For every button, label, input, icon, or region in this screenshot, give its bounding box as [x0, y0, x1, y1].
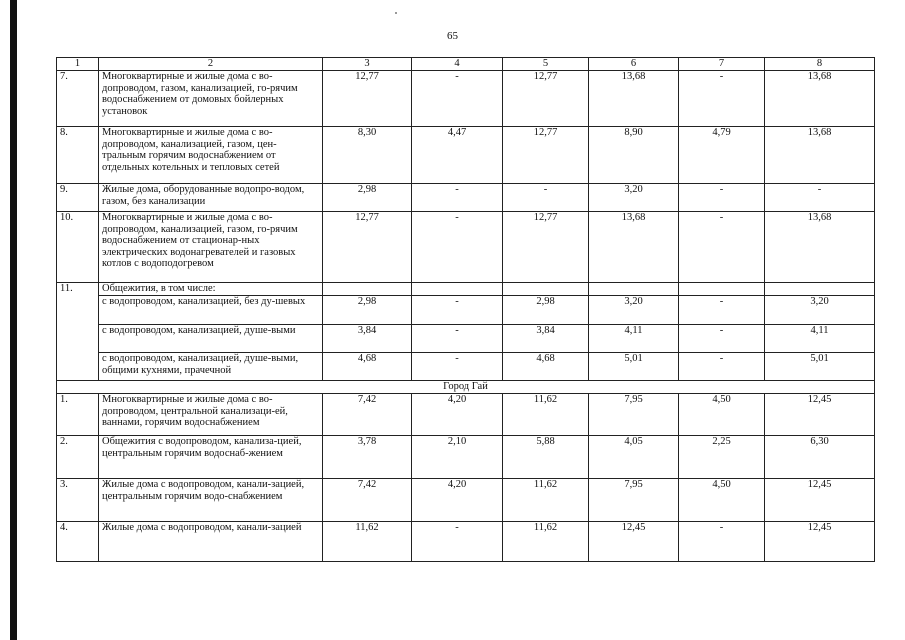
column-header: 1	[57, 58, 99, 71]
value-cell: 12,45	[589, 522, 679, 562]
value-cell: 4,68	[503, 353, 589, 381]
value-cell: 2,98	[323, 296, 412, 325]
value-cell: 2,10	[412, 436, 503, 479]
column-header: 7	[679, 58, 765, 71]
table-row	[57, 436, 875, 479]
value-cell: 4,11	[765, 325, 875, 353]
value-cell: -	[412, 296, 503, 325]
value-cell: 12,77	[323, 71, 412, 127]
row-description: с водопроводом, канализацией, без ду-шевых	[99, 296, 323, 325]
row-description: Общежития с водопроводом, канализа-цией, центральным горячим водоснаб-жением	[99, 436, 323, 479]
value-cell	[503, 283, 589, 296]
row-number: 2.	[57, 436, 99, 479]
value-cell: 4,11	[589, 325, 679, 353]
value-cell: -	[679, 184, 765, 212]
value-cell: 3,84	[503, 325, 589, 353]
value-cell: 3,20	[765, 296, 875, 325]
value-cell: 4,68	[323, 353, 412, 381]
row-description: Многоквартирные и жилые дома с во-допроводом, канализацией, газом, цен-тральным горячим водоснабжением от отдельных котельных и тепловых сетей	[99, 127, 323, 184]
value-cell: 5,01	[589, 353, 679, 381]
row-description: Жилые дома с водопроводом, канали-зацией, центральным горячим водо-снабжением	[99, 479, 323, 522]
row-number: 9.	[57, 184, 99, 212]
value-cell: 3,20	[589, 184, 679, 212]
value-cell: 2,98	[503, 296, 589, 325]
value-cell: 8,30	[323, 127, 412, 184]
value-cell: -	[412, 353, 503, 381]
value-cell: 13,68	[589, 212, 679, 283]
value-cell: 3,78	[323, 436, 412, 479]
value-cell: 12,45	[765, 522, 875, 562]
value-cell: -	[679, 212, 765, 283]
row-description: с водопроводом, канализацией, душе-выми, общими кухнями, прачечной	[99, 353, 323, 381]
column-header: 5	[503, 58, 589, 71]
value-cell: -	[412, 71, 503, 127]
row-description: Общежития, в том числе:	[99, 283, 323, 296]
value-cell: 6,30	[765, 436, 875, 479]
table-row-group-header	[57, 283, 875, 296]
table-row	[57, 325, 875, 353]
value-cell: 2,25	[679, 436, 765, 479]
column-number-row	[57, 58, 875, 71]
section-title: Город Гай	[57, 381, 875, 394]
value-cell: 4,20	[412, 479, 503, 522]
row-description: Многоквартирные и жилые дома с во-допроводом, канализацией, газом, го-рячим водоснабжением от стационар-ных электрических водонагревателей и газовых котлов с водоподогревом	[99, 212, 323, 283]
value-cell: 12,77	[323, 212, 412, 283]
row-number: 3.	[57, 479, 99, 522]
value-cell: 12,77	[503, 71, 589, 127]
scan-speck	[395, 12, 397, 14]
table-row	[57, 71, 875, 127]
value-cell: -	[412, 325, 503, 353]
table-row	[57, 127, 875, 184]
row-number: 10.	[57, 212, 99, 283]
value-cell: 3,84	[323, 325, 412, 353]
value-cell: 11,62	[323, 522, 412, 562]
value-cell: 11,62	[503, 522, 589, 562]
column-header: 3	[323, 58, 412, 71]
value-cell	[323, 283, 412, 296]
row-description: Жилые дома, оборудованные водопро-водом, газом, без канализации	[99, 184, 323, 212]
tariff-table	[56, 57, 875, 562]
row-number: 7.	[57, 71, 99, 127]
value-cell: 4,50	[679, 394, 765, 436]
value-cell: 4,79	[679, 127, 765, 184]
column-header: 6	[589, 58, 679, 71]
value-cell: 7,95	[589, 479, 679, 522]
value-cell: -	[679, 325, 765, 353]
value-cell: 4,47	[412, 127, 503, 184]
value-cell: 7,42	[323, 394, 412, 436]
value-cell: -	[503, 184, 589, 212]
table-row	[57, 479, 875, 522]
scan-edge-bar	[10, 0, 17, 640]
value-cell: 12,45	[765, 479, 875, 522]
value-cell: -	[412, 212, 503, 283]
table-row	[57, 522, 875, 562]
value-cell: -	[765, 184, 875, 212]
value-cell: 11,62	[503, 479, 589, 522]
table-row	[57, 296, 875, 325]
value-cell: -	[412, 184, 503, 212]
row-number: 1.	[57, 394, 99, 436]
value-cell: 13,68	[765, 71, 875, 127]
value-cell: -	[679, 296, 765, 325]
value-cell: 13,68	[589, 71, 679, 127]
value-cell: 4,05	[589, 436, 679, 479]
value-cell: 4,20	[412, 394, 503, 436]
value-cell: 8,90	[589, 127, 679, 184]
row-description: Многоквартирные и жилые дома с во-допроводом, центральной канализаци-ей, ваннами, горячим водоснабжением	[99, 394, 323, 436]
table-row	[57, 353, 875, 381]
value-cell	[765, 283, 875, 296]
value-cell: 2,98	[323, 184, 412, 212]
value-cell	[589, 283, 679, 296]
row-description: Многоквартирные и жилые дома с во-допроводом, газом, канализацией, го-рячим водоснабжением от домовых бойлерных установок	[99, 71, 323, 127]
value-cell: 13,68	[765, 127, 875, 184]
value-cell: 13,68	[765, 212, 875, 283]
value-cell: 7,42	[323, 479, 412, 522]
section-heading-row	[57, 381, 875, 394]
value-cell: -	[679, 522, 765, 562]
value-cell: 7,95	[589, 394, 679, 436]
row-number: 11.	[57, 283, 99, 381]
value-cell: 11,62	[503, 394, 589, 436]
table-row	[57, 184, 875, 212]
row-number: 8.	[57, 127, 99, 184]
row-description: Жилые дома с водопроводом, канали-зацией	[99, 522, 323, 562]
table-row	[57, 212, 875, 283]
row-number: 4.	[57, 522, 99, 562]
column-header: 2	[99, 58, 323, 71]
value-cell: 5,88	[503, 436, 589, 479]
value-cell: 5,01	[765, 353, 875, 381]
value-cell: 12,45	[765, 394, 875, 436]
page-number: 65	[447, 30, 458, 42]
column-header: 8	[765, 58, 875, 71]
value-cell	[412, 283, 503, 296]
value-cell: 3,20	[589, 296, 679, 325]
value-cell: 4,50	[679, 479, 765, 522]
row-description: с водопроводом, канализацией, душе-выми	[99, 325, 323, 353]
value-cell: 12,77	[503, 127, 589, 184]
column-header: 4	[412, 58, 503, 71]
value-cell: -	[412, 522, 503, 562]
value-cell: 12,77	[503, 212, 589, 283]
value-cell	[679, 283, 765, 296]
table-row	[57, 394, 875, 436]
value-cell: -	[679, 353, 765, 381]
value-cell: -	[679, 71, 765, 127]
